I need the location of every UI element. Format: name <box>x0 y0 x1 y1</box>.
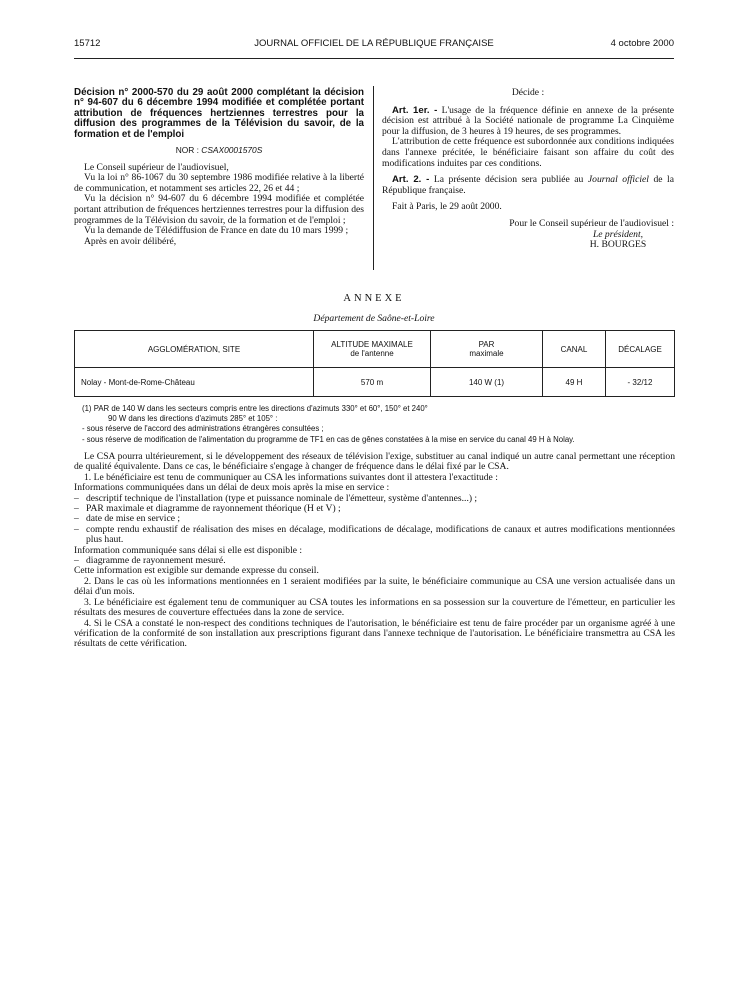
cell-par: 140 W (1) <box>431 368 543 397</box>
column-header-site <box>75 331 314 368</box>
right-column <box>382 88 674 251</box>
cell-canal: 49 H <box>543 368 606 397</box>
article-2-label: Art. 2. - <box>392 174 430 186</box>
body-paragraph: 1. Le bénéficiaire est tenu de communiquer au CSA les informations suivantes dont il attestera l'exactitude : <box>84 471 498 483</box>
list-item-text: descriptif technique de l'installation (type et puissance nominale de l'émetteur, système d'antennes...) ; <box>86 492 478 504</box>
visa-paragraph: Vu la loi n° 86-1067 du 30 septembre 1986 modifiée relative à la liberté de communication, et notamment ses articles 22, 26 et 44 ; <box>74 172 364 194</box>
column-header-text: CANAL <box>560 344 588 354</box>
note-line: - sous réserve de modification de l'alimentation du programme de TF1 en cas de gênes constatées à la mise en service du canal 49 H à Nolay. <box>82 434 575 444</box>
nor-code: CSAX0001570S <box>201 145 263 156</box>
visa-paragraph: Vu la décision n° 94-607 du 6 décembre 1994 modifiée et complétée portant attribution de fréquences hertziennes terrestres pour la diffusion des programmes de la Télévision du savoir, de la formation et de l'emploi ; <box>74 193 364 226</box>
signature-block <box>382 219 674 251</box>
body-list-item: – diagramme de rayonnement mesuré. <box>74 555 226 567</box>
signature-for: Pour le Conseil supérieur de l'audiovisuel : <box>509 217 674 229</box>
body-paragraph: Cette information est exigible sur demande expresse du conseil. <box>74 565 319 577</box>
column-header-decalage <box>606 331 675 368</box>
page-number: 15712 <box>74 38 101 49</box>
signature-name: H. BOURGES <box>589 239 647 251</box>
body-paragraph: Information communiquée sans délai si elle est disponible : <box>74 544 303 556</box>
list-item-text: diagramme de rayonnement mesuré. <box>86 555 226 567</box>
body-list-item: – compte rendu exhaustif de réalisation des mises en décalage, modifications de décalage, modifications de canaux et autres modifications mentionnées plus haut. <box>74 523 675 546</box>
cell-altitude: 570 m <box>314 368 431 397</box>
column-header-text: AGGLOMÉRATION, SITE <box>147 344 241 354</box>
article-2-text-before: La présente décision sera publiée au <box>433 174 584 186</box>
column-header-altitude <box>314 331 431 368</box>
column-header-text: ALTITUDE MAXIMALE <box>331 340 413 349</box>
body-paragraph: Informations communiquées dans un délai de deux mois après la mise en service : <box>74 482 390 494</box>
column-header-par <box>431 331 543 368</box>
header-rule <box>74 58 674 59</box>
article-1-para2: L'attribution de cette fréquence est subordonnée aux conditions indiquées dans l'annexe précitée, le bénéficiaire faisant son affaire du coût des modifications induites par ces conditions. <box>382 136 674 169</box>
article-2-text-after: de la République française. <box>382 174 674 196</box>
list-item-text: date de mise en service ; <box>86 513 181 525</box>
article-2 <box>382 175 674 196</box>
article-2-journal: Journal officiel <box>587 174 649 186</box>
annexe-body <box>74 452 675 650</box>
body-paragraph: 4. Si le CSA a constaté le non-respect des conditions techniques de l'autorisation, le bénéficiaire est tenu de faire procéder par un organisme agréé à une vérification de la conformité de son installation aux prescriptions figurant dans l'annexe technique de l'autorisation. Le bénéficiaire transmettra au CSA les résultats de cette vérification. <box>74 617 675 650</box>
done-at: Fait à Paris, le 29 août 2000. <box>392 201 502 213</box>
list-item-text: PAR maximale et diagramme de rayonnement théorique (H et V) ; <box>86 503 341 515</box>
article-1-label: Art. 1er. - <box>392 104 438 116</box>
table-row <box>75 368 675 397</box>
annexe-department: Département de Saône-et-Loire <box>313 313 435 324</box>
body-paragraph: 3. Le bénéficiaire est également tenu de communiquer au CSA toutes les informations en sa possession sur la couverture de l'émetteur, en particulier les résultats des mesures de couverture effectuées dans la zone de service. <box>74 596 675 619</box>
column-header-text: DÉCALAGE <box>618 344 662 354</box>
visa-paragraph: Après en avoir délibéré, <box>84 235 177 247</box>
visa-paragraph: Vu la demande de Télédiffusion de France en date du 10 mars 1999 ; <box>84 225 349 237</box>
page-header <box>74 38 674 52</box>
visa-paragraph: Le Conseil supérieur de l'audiovisuel, <box>84 161 229 173</box>
note-line: (1) PAR de 140 W dans les secteurs compris entre les directions d'azimuts 330° et 60°, 150° et 240° <box>82 404 428 413</box>
left-column <box>74 88 364 247</box>
column-header-subtext: maximale <box>469 349 504 358</box>
issue-date: 4 octobre 2000 <box>610 38 674 49</box>
decide-heading: Décide : <box>511 87 545 98</box>
note-line: - sous réserve de l'accord des administrations étrangères consultées ; <box>82 424 324 434</box>
body-paragraph: Le CSA pourra ultérieurement, si le développement des réseaux de télévision l'exige, substituer au canal indiqué un autre canal permettant une réception de qualité équivalente. Dans ce cas, le bénéficiaire s'engage à changer de fréquence dans le délai fixé par le CSA. <box>74 451 675 473</box>
column-header-subtext: de l'antenne <box>350 349 394 358</box>
column-header-text: PAR <box>478 340 495 349</box>
signature-role: Le président, <box>592 228 644 240</box>
body-paragraph: 2. Dans le cas où les informations mentionnées en 1 seraient modifiées par la suite, le bénéficiaire communique au CSA une version actualisée dans un délai d'un mois. <box>74 575 675 598</box>
nor-reference <box>74 145 364 156</box>
body-list-item: – PAR maximale et diagramme de rayonnement théorique (H et V) ; <box>74 503 341 515</box>
nor-label: NOR : <box>175 145 199 156</box>
note-line: 90 W dans les directions d'azimuts 285° et 105° : <box>108 414 278 424</box>
cell-decalage: - 32/12 <box>606 368 675 397</box>
article-1-text: L'usage de la fréquence définie en annexe de la présente décision est attribué à la Société nationale de programme La Cinquième pour la diffusion, de 3 heures à 19 heures, de ses programmes. <box>382 104 674 137</box>
annexe-title: ANNEXE <box>343 293 405 304</box>
body-list-item: – date de mise en service ; <box>74 513 181 525</box>
body-list-item: – descriptif technique de l'installation (type et puissance nominale de l'émetteur, système d'antennes...) ; <box>74 492 478 504</box>
column-header-canal <box>543 331 606 368</box>
article-1 <box>382 106 674 138</box>
list-item-text: compte rendu exhaustif de réalisation des mises en décalage, modifications de décalage, modifications de canaux et autres modifications mentionnées plus haut. <box>86 523 675 546</box>
annexe-notes <box>82 404 682 445</box>
decision-title: Décision n° 2000-570 du 29 août 2000 complétant la décision n° 94-607 du 6 décembre 1994 modifiée et complétée portant attribution de fréquences hertziennes terrestres pour la diffusion des programmes de la Télévision du savoir, de la formation et de l'emploi <box>74 87 364 140</box>
annexe-table <box>74 330 675 397</box>
cell-site: Nolay - Mont-de-Rome-Château <box>75 368 314 397</box>
column-separator <box>373 86 374 270</box>
journal-title: JOURNAL OFFICIEL DE LA RÉPUBLIQUE FRANÇAISE <box>254 38 494 49</box>
table-header-row <box>75 331 675 368</box>
